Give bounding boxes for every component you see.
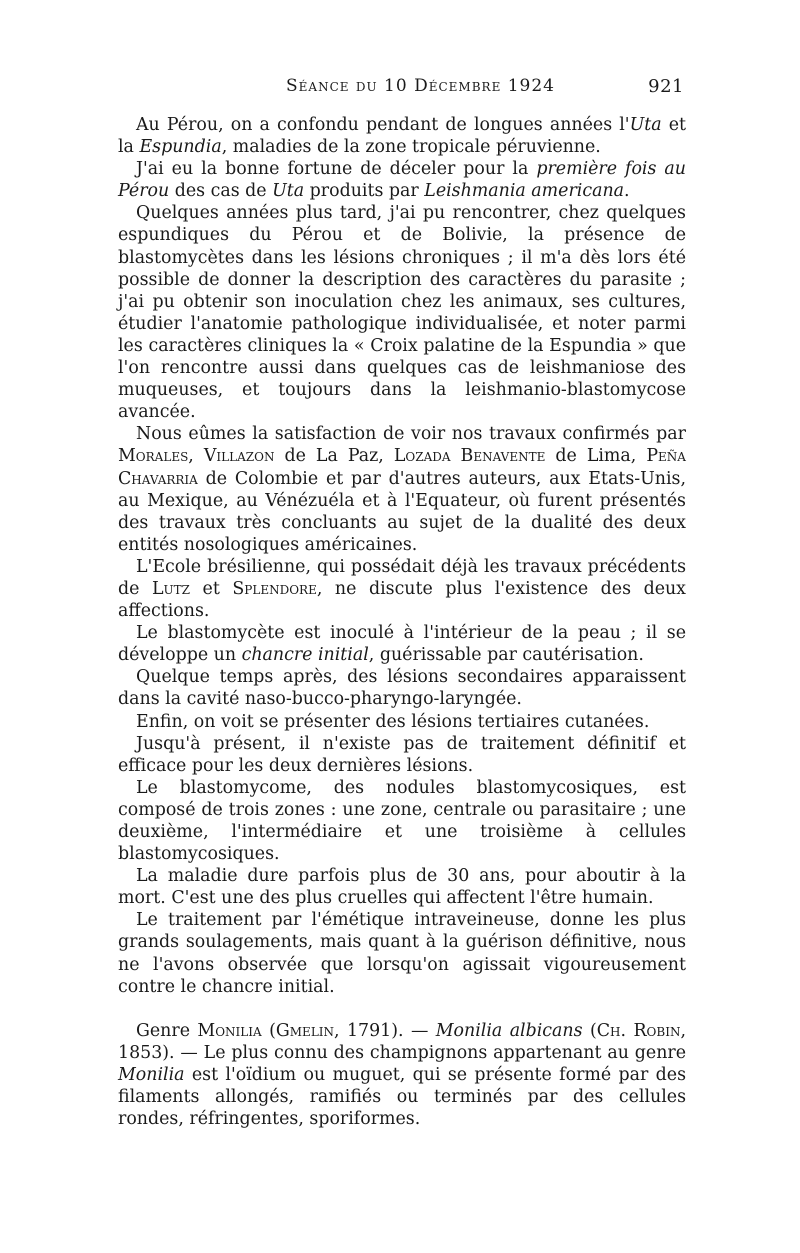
emphasis-text: Monilia albicans <box>435 1020 583 1041</box>
paragraph-text: de Colombie et par d'autres auteurs, aux Etats-Unis, au Mexique, au Vénézuéla et à l'Equateur, où furent présentés des travaux très concluants au sujet de la dualité des deux entités nosologiques américaines. <box>118 468 686 555</box>
paragraph-text: , maladies de la zone tropicale péruvienne. <box>221 137 601 158</box>
paragraph-text: est l'oïdium ou muguet, qui se présente formé par des filaments allongés, ramifiés ou terminés par des cellules rondes, réfringentes, sporiformes. <box>118 1064 686 1130</box>
paragraph-text: Quelque temps après, des lésions secondaires apparaissent dans la cavité naso-bucco-pharyngo-laryngée. <box>118 667 686 710</box>
author-name: Morales <box>118 446 189 467</box>
paragraph-text: , guérissable par cautérisation. <box>368 645 644 666</box>
paragraph-text: Enfin, on voit se présenter des lésions tertiaires cutanées. <box>136 711 650 732</box>
paragraph <box>118 114 686 158</box>
paragraph <box>118 666 686 710</box>
paragraph-text: Jusqu'à présent, il n'existe pas de traitement définitif et efficace pour les deux dernières lésions. <box>118 733 686 776</box>
paragraph-text: de Lima, <box>545 446 647 467</box>
paragraph <box>118 158 686 202</box>
paragraph <box>118 556 686 622</box>
paragraph-text: ( <box>261 1020 276 1041</box>
paragraph-text: produits par <box>304 181 425 202</box>
paragraph-text: , 1853). — Le plus connu des champignons appartenant au genre <box>118 1020 686 1063</box>
emphasis-text: Leishmania americana <box>424 181 625 202</box>
emphasis-text: Uta <box>629 115 662 135</box>
author-name: Ch. Robin <box>596 1020 681 1041</box>
paragraph <box>118 622 686 666</box>
paragraph-text: ( <box>582 1020 597 1041</box>
document-page <box>118 72 686 1130</box>
emphasis-text: Espundia <box>139 137 222 158</box>
paragraph-text: J'ai eu la bonne fortune de déceler pour la <box>136 159 537 180</box>
author-name: Lutz <box>151 578 190 599</box>
paragraph <box>118 777 686 865</box>
emphasis-text: première fois au Pérou <box>118 159 686 202</box>
paragraph-text: Quelques années plus tard, j'ai pu rencontrer, chez quelques espundiques du Pérou et de Bolivie, la présence de blastomycètes dans les lésions chroniques ; il m'a dès lors été possible de donner la description des caractères du parasite ; j'ai pu obtenir son inoculation chez les animaux, ses cultures, étudier l'anatomie pathologique individualisée, et noter parmi les caractères cliniques la « Croix palatine de la Espundia » que l'on rencontre aussi dans quelques cas de leishmaniose des muqueuses, et toujours dans la leishmanio-blastomycose avancée. <box>118 203 686 423</box>
running-title: Séance du 10 Décembre 1924 <box>286 76 555 96</box>
author-name: Villazon <box>203 446 275 467</box>
paragraph-text: et <box>189 578 233 599</box>
paragraph <box>118 202 686 423</box>
paragraph-text: Le blastomycome, des nodules blastomycosiques, est composé de trois zones : une zone, centrale ou parasitaire ; une deuxième, l'intermédiaire et une troisième à cellules blastomycosiques. <box>118 777 686 865</box>
paragraph-text: des cas de <box>169 181 273 202</box>
paragraph-text: Genre <box>136 1020 198 1041</box>
paragraph-text: de La Paz, <box>274 446 394 467</box>
author-name: Splendore <box>232 578 317 599</box>
paragraph-text: Le traitement par l'émétique intraveineuse, donne les plus grands soulagements, mais quant à la guérison définitive, nous ne l'avons observée que lorsqu'on agissait vigoureusement contre le chancre initial. <box>118 910 686 997</box>
paragraph-text: La maladie dure parfois plus de 30 ans, pour aboutir à la mort. C'est une des plus cruelles qui affectent l'être humain. <box>118 866 686 909</box>
paragraph-text: Nous eûmes la satisfaction de voir nos travaux confirmés par <box>136 424 686 445</box>
paragraph-text: et la <box>118 115 686 158</box>
paragraph-text: , ne discute plus l'existence des deux affections. <box>118 578 686 622</box>
page-number: 921 <box>648 76 684 97</box>
paragraph-text: , 1791). — <box>334 1020 436 1041</box>
paragraph-text: Le blastomycète est inoculé à l'intérieur de la peau ; il se développe un <box>118 623 686 666</box>
paragraph-text: . <box>624 181 630 202</box>
paragraph-text: L'Ecole brésilienne, qui possédait déjà les travaux précédents de <box>118 556 686 599</box>
paragraph-text: , <box>188 446 204 467</box>
section-gap <box>118 998 686 1020</box>
paragraph <box>118 423 686 556</box>
paragraph <box>118 909 686 997</box>
emphasis-text: Monilia <box>118 1064 185 1085</box>
author-name: Peña Chavarria <box>118 446 686 489</box>
paragraph <box>118 733 686 777</box>
running-head <box>118 72 686 102</box>
emphasis-text: Uta <box>272 181 305 202</box>
paragraph <box>118 711 686 733</box>
body-text <box>118 114 686 1130</box>
author-name: Lozada Benavente <box>393 446 546 467</box>
author-name: Gmelin <box>275 1020 335 1041</box>
paragraph <box>118 1020 686 1130</box>
paragraph-text: Au Pérou, on a confondu pendant de longues années l' <box>136 115 630 135</box>
paragraph <box>118 865 686 909</box>
author-name: Monilia <box>197 1020 262 1041</box>
emphasis-text: chancre initial <box>241 645 369 666</box>
